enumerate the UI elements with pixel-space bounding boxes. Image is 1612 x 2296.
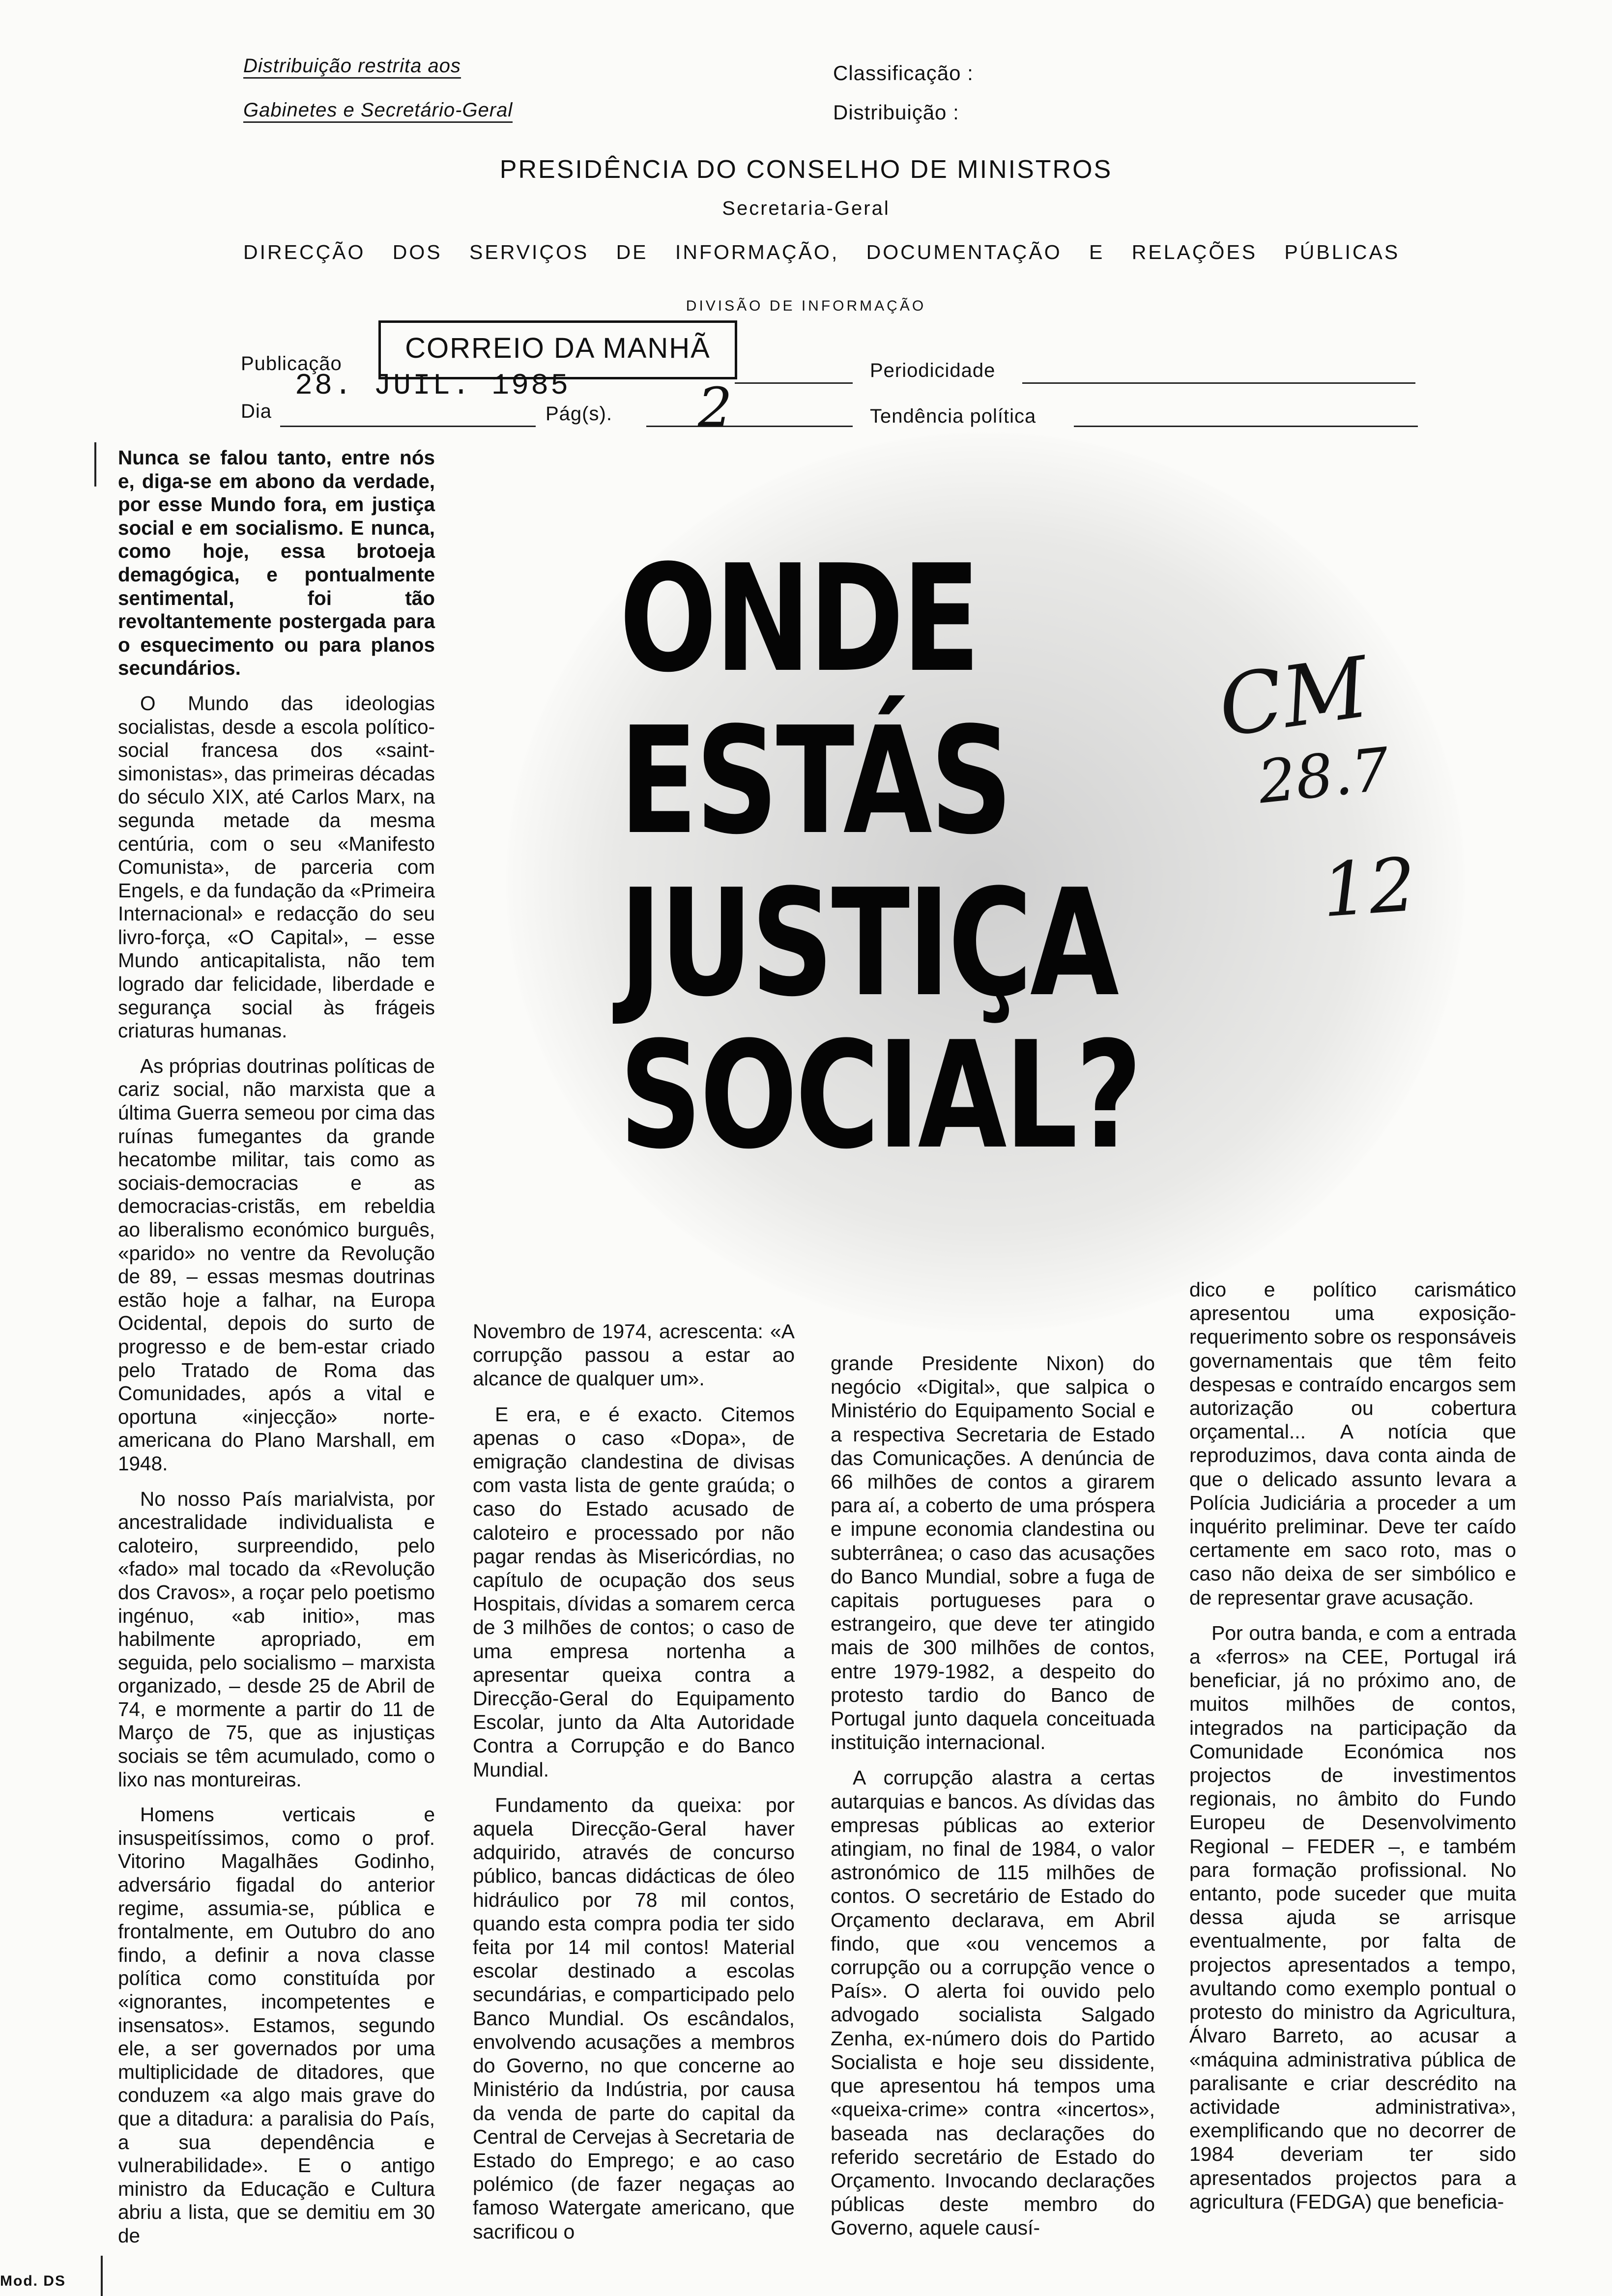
classification-label: Classificação : — [833, 61, 974, 85]
institution-title: PRESIDÊNCIA DO CONSELHO DE MINISTROS — [499, 155, 1113, 184]
handwritten-page-mark: 12 — [1319, 842, 1419, 934]
publication-blank — [735, 382, 853, 384]
col4-paragraph-2: Por outra banda, e com a entrada a «ferros» na CEE, Portugal irá beneficiar, já no próximo ano, de muitos milhões de contos, integrados na participação da Comunidade Económica nos projectos de investimentos regionais, no âmbito do Fundo Europeu de Desenvolvimento Regional – FEDER –, e também para formação profissional. No entanto, pode suceder que muita dessa ajuda se arrisque eventualmente, por falta de projectos apresentados a tempo, avultando como exemplo pontual o protesto do ministro da Agricultura, Álvaro Barreto, ao acusar a «máquina administrativa pública de paralisante e criar descrédito na actividade administrativa», exemplificando que no decorrer de 1984 deveriam ter sido apresentados projectos para a agricultura (FEDGA) que beneficia- — [1189, 1621, 1516, 2213]
margin-bracket-mark — [94, 442, 96, 487]
col2-paragraph-2: E era, e é exacto. Citemos apenas o caso «Dopa», de emigração clandestina de divisas com vasta lista de gente graúda; o caso do Estado acusado de caloteiro e processado por não pagar rendas às Misericórdias, no capítulo de ocupação dos seus Hospitais, dívidas a somarem cerca de 3 milhões de contos; o caso de uma empresa nortenha a apresentar queixa contra a Direcção-Geral do Equipamento Escolar, junto da Alta Autoridade Contra a Corrupção e do Banco Mundial. — [473, 1403, 795, 1781]
headline-line-2: ESTÁS — [619, 695, 1011, 867]
col3-paragraph-2: A corrupção alastra a certas autarquias e bancos. As dívidas das empresas públicas ao exterior atingiam, no final de 1984, o valor astronómico de 115 milhões de contos. O secretário de Estado do Orçamento declarava, em Abril findo, que «ou vencemos a corrupção ou a corrupção vence o País». O alerta foi ouvido pelo advogado socialista Salgado Zenha, ex-número dois do Partido Socialista e hoje seu dissidente, que apresentou há tempos uma «queixa-crime» contra «incertos», baseada nas declarações do referido secretário de Estado do Orçamento. Invocando declarações públicas deste membro do Governo, aquele causí- — [831, 1766, 1155, 2239]
headline-graphic — [506, 432, 1465, 1332]
col1-paragraph-4: No nosso País marialvista, por ancestralidade individualista e caloteiro, surpreendido, pelo «fado» mal tocado da «Revolução dos Cravos», a roçar pelo poetismo ingénuo, «ab initio», mas habilmente apropriado, em seguida, pelo socialismo – marxista organizado, – desde 25 de Abril de 74, e mormente a partir do 11 de Março de 75, que as injustiças sociais se têm acumulado, como o lixo nas montureiras. — [118, 1487, 435, 1791]
footer-margin-line — [101, 2256, 103, 2296]
article-column-2 — [473, 1320, 795, 2283]
distribution-note-line1: Distribuição restrita aos — [243, 55, 461, 79]
day-stamp-value: 28. JUIL. 1985 — [295, 370, 571, 403]
day-blank — [280, 426, 536, 427]
secretariat-title: Secretaria-Geral — [722, 198, 890, 219]
tendency-blank — [1074, 426, 1418, 427]
headline-line-3: JUSTIÇA — [619, 858, 1117, 1029]
directorate-title: DIRECÇÃO DOS SERVIÇOS DE INFORMAÇÃO, DOCUMENTAÇÃO E RELAÇÕES PÚBLICAS — [243, 241, 1400, 263]
col1-paragraph-2: O Mundo das ideologias socialistas, desde a escola político-social francesa dos «saint-simonistas», das primeiras décadas do século XIX, até Carlos Marx, na segunda metade da mesma centúria, com o seu «Manifesto Comunista», de parceria com Engels, e da fundação da «Primeira Internacional» e redacção do seu livro-força, «O Capital», – esse Mundo anticapitalista, não tem logrado dar felicidade, liberdade e segurança social às frágeis criaturas humanas. — [118, 691, 435, 1042]
headline-line-4: SOCIAL? — [619, 1010, 1140, 1181]
article-column-3 — [831, 1351, 1155, 2283]
publication-value: CORREIO DA MANHÃ — [405, 332, 711, 364]
pages-handwritten-value: 2 — [698, 376, 732, 439]
periodicity-blank — [1022, 382, 1415, 384]
distribution-label: Distribuição : — [833, 101, 959, 124]
col1-paragraph-1: Nunca se falou tanto, entre nós e, diga-se em abono da verdade, por esse Mundo fora, em justiça social e em socialismo. E nunca, como hoje, essa brotoeja demagógica, e pontualmente sentimental, foi tão revoltantemente postergada para o esquecimento ou para planos secundários. — [118, 446, 435, 680]
col2-paragraph-1: Novembro de 1974, acrescenta: «A corrupção passou a estar ao alcance de qualquer um». — [473, 1320, 795, 1390]
pages-label: Pág(s). — [546, 403, 612, 425]
article-column-1 — [118, 446, 435, 2284]
day-label: Dia — [241, 401, 272, 422]
article-column-4 — [1189, 1278, 1516, 2283]
headline-line-1: ONDE — [619, 533, 979, 705]
distribution-note-line2: Gabinetes e Secretário-Geral — [243, 99, 513, 123]
tendency-label: Tendência política — [870, 405, 1036, 427]
division-title: DIVISÃO DE INFORMAÇÃO — [686, 298, 926, 314]
col1-paragraph-5: Homens verticais e insuspeitíssimos, como o prof. Vitorino Magalhães Godinho, adversário figadal do anterior regime, assumia-se, pública e frontalmente, em Outubro do ano findo, a definir a nova classe política como constituída por «ignorantes, incompetentes e insensatos». Estamos, segundo ele, a ser governados por uma multiplicidade de ditadores, que conduzem «a algo mais grave do que a ditadura: a paralisia do País, a sua dependência e vulnerabilidade». E o antigo ministro da Educação e Cultura abriu a lista, que se demitiu em 30 de — [118, 1803, 435, 2247]
col3-paragraph-1: grande Presidente Nixon) do negócio «Digital», que salpica o Ministério do Equipamento Social e a respectiva Secretaria de Estado das Comunicações. A denúncia de 66 milhões de contos a girarem para aí, a coberto de uma próspera e impune economia clandestina ou subterrânea; o caso das acusações do Banco Mundial, sobre a fuga de capitais portugueses para o estrangeiro, que deve ter atingido mais de 300 milhões de contos, entre 1979-1982, a despeito do protesto tardio do Banco de Portugal junto daquela conceituada instituição internacional. — [831, 1352, 1155, 1754]
col4-paragraph-1: dico e político carismático apresentou uma exposição-requerimento sobre os responsáveis governamentais que têm feito despesas e contraído encargos sem autorização ou cobertura orçamental... A notícia que reproduzimos, dava conta ainda de que o delicado assunto levara a Polícia Judiciária a proceder a um inquérito preliminar. Deve ter caído certamente em saco roto, mas o caso não deixa de ser simbólico e de representar grave acusação. — [1189, 1278, 1516, 1609]
publication-label: Publicação — [241, 353, 342, 374]
pages-blank — [646, 426, 853, 427]
form-code: Mod. DS — [0, 2273, 66, 2289]
handwritten-source-mark: CM — [1212, 638, 1375, 756]
handwritten-date-mark: 28.7 — [1255, 735, 1393, 817]
periodicity-label: Periodicidade — [870, 360, 996, 381]
col1-paragraph-3: As próprias doutrinas políticas de cariz social, não marxista que a última Guerra semeou por cima das ruínas fumegantes da grande hecatombe militar, tais como as sociais-democracias e as democracias-cristãs, em rebeldia ao liberalismo económico burguês, «parido» no ventre da Revolução de 89, – essas mesmas doutrinas estão hoje a falhar, na Europa Ocidental, depois do surto de progresso e de bem-estar criado pelo Tratado de Roma das Comunidades, após a vital e oportuna «injecção» norte-americana do Plano Marshall, em 1948. — [118, 1054, 435, 1475]
col2-paragraph-3: Fundamento da queixa: por aquela Direcção-Geral haver adquirido, através de concurso público, bancas didácticas de óleo hidráulico por 78 mil contos, quando esta compra podia ter sido feita por 14 mil contos! Material escolar destinado a escolas secundárias, e comparticipado pelo Banco Mundial. Os escândalos, envolvendo acusações a membros do Governo, no que concerne ao Ministério da Indústria, por causa da venda de parte do capital da Central de Cervejas à Secretaria de Estado do Emprego; e ao caso polémico (de fazer negaças ao famoso Watergate americano, que sacrificou o — [473, 1793, 795, 2243]
